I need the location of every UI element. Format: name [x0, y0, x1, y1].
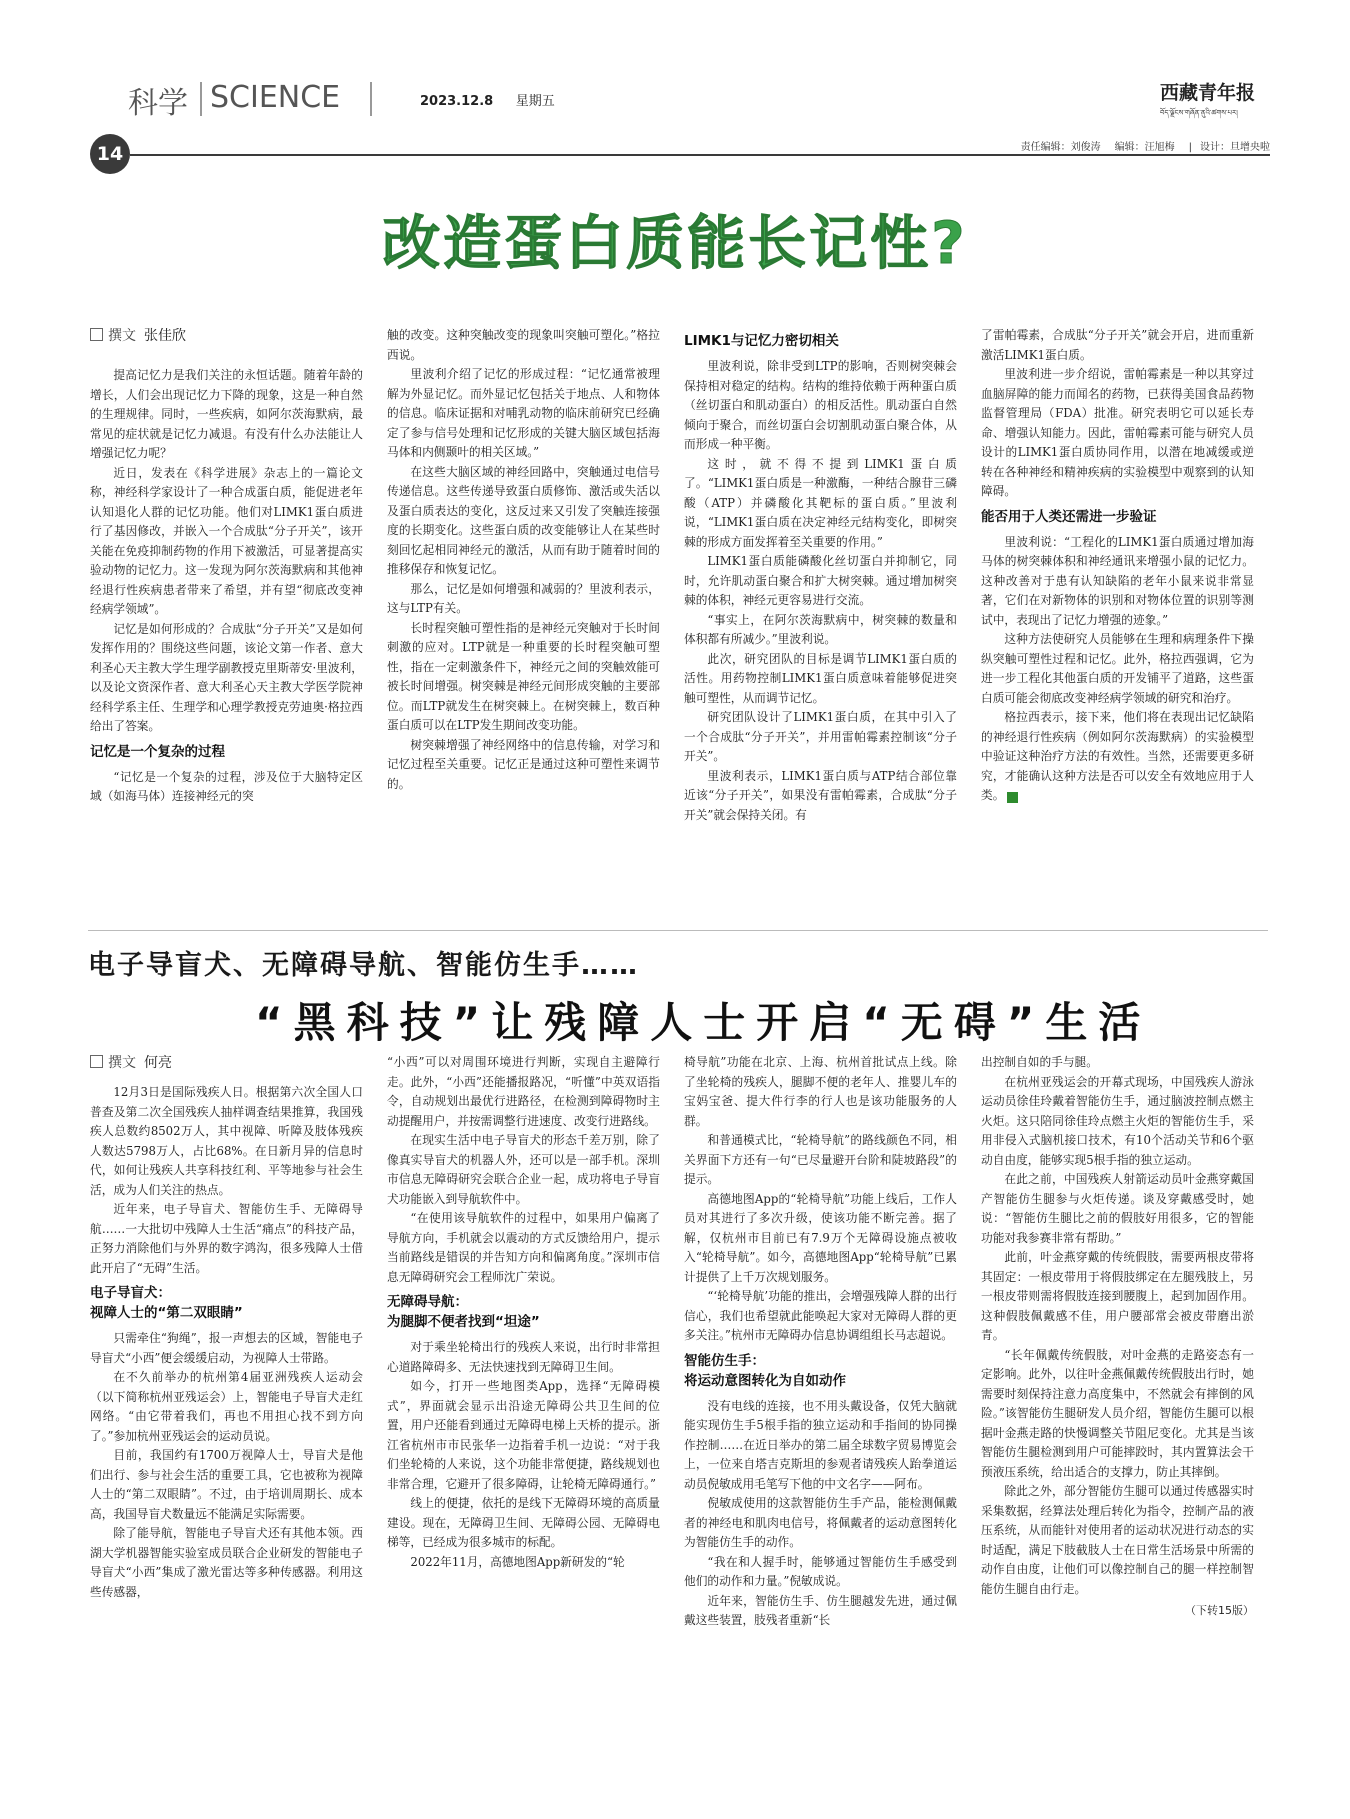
paragraph: 目前，我国约有1700万视障人士，导盲犬是他们出行、参与社会生活的重要工具，它也被称为视障人士的“第二双眼睛”。不过，由于培训周期长、成本高，我国导盲犬数量远不能满足实际需要。 [90, 1448, 363, 1521]
subheading [684, 1351, 957, 1391]
paragraph: “记忆是一个复杂的过程，涉及位于大脑特定区域（如海马体）连接神经元的突 [90, 769, 363, 803]
paragraph: 此次，研究团队的目标是调节LIMK1蛋白质的活性。用药物控制LIMK1蛋白质意味着能够促进突触可塑性，从而调节记忆。 [684, 651, 957, 705]
article2-column-2 [387, 1053, 660, 1798]
paragraph: 除此之外，部分智能仿生腿可以通过传感器实时采集数据，经算法处理后转化为指令，控制产品的液压系统，从而能针对使用者的运动状况进行动态的实时适配，满足下肢截肢人士在日常生活场景中所需的动作自由度，让他们可以像控制自己的腿一样控制智能仿生腿自由行走。 [981, 1484, 1254, 1596]
subheading: 记忆是一个复杂的过程 [90, 743, 225, 760]
paragraph: 近日，发表在《科学进展》杂志上的一篇论文称，神经科学家设计了一种合成蛋白质，能促进老年认知退化人群的记忆功能。他们对LIMK1蛋白质进行了基因修改，并嵌入一个合成肽“分子开关”，该开关能在免疫抑制药物的作用下被激活，可显著提高实验动物的记忆力。这一发现为阿尔茨海默病和其他神经退行性疾病患者带来了希望，并有望“彻底改变神经病学领域”。 [90, 465, 363, 616]
section-name-cn: 科学 [128, 86, 188, 121]
paragraph: 里波利进一步介绍说，雷帕霉素是一种以其穿过血脑屏障的能力而闻名的药物，已获得美国食品药物监督管理局（FDA）批准。研究表明它可以延长寿命、增强认知能力。因此，雷帕霉素可能与研究人员设计的LIMK1蛋白质协同作用，以潜在地减缓或逆转在各种神经和精神疾病的实验模型中观察到的认知障碍。 [981, 367, 1254, 498]
section-name-en: SCIENCE [210, 80, 341, 115]
paragraph: 倪敏成使用的这款智能仿生手产品，能检测佩戴者的神经电和肌肉电信号，将佩戴者的运动意图转化为智能仿生手的动作。 [684, 1496, 957, 1549]
paragraph: 对于乘坐轮椅出行的残疾人来说，出行时非常担心道路障碍多、无法快速找到无障碍卫生间。 [387, 1340, 660, 1374]
paragraph: 这时，就不得不提到LIMK1蛋白质了。“LIMK1蛋白质是一种激酶，一种结合腺苷三磷酸（ATP）并磷酸化其靶标的蛋白质。”里波利说，“LIMK1蛋白质在决定神经元结构变化，即树突棘的形成方面发挥着至关重要的作用。” [684, 456, 957, 549]
article2-col3-text [684, 1053, 957, 1631]
subheading-line: 电子导盲犬： [90, 1285, 171, 1301]
paragraph: 12月3日是国际残疾人日。根据第六次全国人口普查及第二次全国残疾人抽样调查结果推算，我国残疾人总数约8502万人，其中视障、听障及肢体残疾人数达5798万人，占比68%。在日新月异的信息时代，如何让残疾人共享科技红利、平等地参与社会生活，成为人们关注的热点。 [90, 1085, 363, 1197]
paragraph: 提高记忆力是我们关注的永恒话题。随着年龄的增长，人们会出现记忆力下降的现象，这是一种自然的生理规律。同时，一些疾病，如阿尔茨海默病，最常见的症状就是记忆力减退。有没有什么办法能让人增强记忆力呢？ [90, 368, 363, 460]
paragraph: 在现实生活中电子导盲犬的形态千差万别，除了像真实导盲犬的机器人外，还可以是一部手机。深圳市信息无障碍研究会联合企业一起，成功将电子导盲犬功能嵌入到导航软件中。 [387, 1133, 660, 1206]
paragraph: 线上的便捷，依托的是线下无障碍环境的高质量建设。现在，无障碍卫生间、无障碍公园、无障碍电梯等，已经成为很多城市的标配。 [387, 1496, 660, 1549]
section-header [0, 70, 1350, 165]
paragraph: 里波利说：“工程化的LIMK1蛋白质通过增加海马体的树突棘体积和神经通讯来增强小鼠的记忆力。这种改善对于患有认知缺陷的老年小鼠来说非常显著，它们在对新物体的识别和对物体位置的识别等测试中，表现出了记忆力增强的迹象。” [981, 534, 1254, 627]
paragraph: “‘轮椅导航’功能的推出，会增强残障人群的出行信心，我们也希望就此能唤起大家对无障碍人群的更多关注。”杭州市无障碍办信息协调组组长马志超说。 [684, 1289, 957, 1342]
issue-date [420, 90, 555, 109]
paragraph: 此前，叶金燕穿戴的传统假肢，需要两根皮带将其固定：一根皮带用于将假肢绑定在左腿残肢上，另一根皮带则需将假肢连接到腰腹上，起到加固作用。这种假肢佩戴感不佳，用户腰部常会被皮带磨出淤青。 [981, 1250, 1254, 1342]
subheading-line: 无障碍导航： [387, 1294, 468, 1310]
paragraph: 和普通模式比，“轮椅导航”的路线颜色不同，相关界面下方还有一句“已尽量避开台阶和陡坡路段”的提示。 [684, 1133, 957, 1186]
date: 2023.12.8 [420, 94, 494, 109]
paragraph: 除了能导航，智能电子导盲犬还有其他本领。西湖大学机器智能实验室成员联合企业研发的智能电子导盲犬“小西”集成了激光雷达等多种传感器。利用这些传感器， [90, 1526, 363, 1599]
paragraph: 那么，记忆是如何增强和减弱的？里波利表示，这与LTP有关。 [387, 581, 660, 615]
paragraph: 里波利介绍了记忆的形成过程：“记忆通常被理解为外显记忆。而外显记忆包括关于地点、人和物体的信息。临床证据和对哺乳动物的临床前研究已经确定了参与信号处理和记忆形成的关键大脑区域包括海马体和内侧颞叶的相关区域。” [387, 367, 660, 459]
article1-column-1 [90, 326, 363, 926]
header-rule [130, 154, 1270, 156]
paragraph: 触的改变。这种突触改变的现象叫突触可塑化。”格拉西说。 [387, 328, 660, 362]
subheading-line: 视障人士的“第二双眼睛” [90, 1305, 243, 1321]
article2-kicker: 电子导盲犬、无障碍导航、智能仿生手…… [88, 950, 639, 981]
pen-icon [90, 328, 103, 341]
article2-col4-text [981, 1053, 1254, 1599]
paragraph: 在此之前，中国残疾人射箭运动员叶金燕穿戴国产智能仿生腿参与火炬传递。谈及穿戴感受时，她说：“智能仿生腿比之前的假肢好用很多，它的智能功能对我参赛非常有帮助。” [981, 1172, 1254, 1245]
paragraph: 里波利表示，LIMK1蛋白质与ATP结合部位靠近该“分子开关”，如果没有雷帕霉素，合成肽“分子开关”就会保持关闭。有 [684, 768, 957, 822]
paragraph: 如今，打开一些地图类App，选择“无障碍模式”，界面就会显示出沿途无障碍公共卫生间的位置，用户还能看到通过无障碍电梯上天桥的提示。浙江省杭州市市民张华一边指着手机一边说：“对于我们坐轮椅的人来说，这个功能非常便捷，路线规划也非常合理，它避开了很多障碍，让轮椅无障碍通行。” [387, 1379, 660, 1491]
paragraph: “长年佩戴传统假肢，对叶金燕的走路姿态有一定影响。此外，以往叶金燕佩戴传统假肢出行时，她需要时刻保持注意力高度集中，不然就会有摔倒的风险。”该智能仿生腿研发人员介绍，智能仿生腿可以根据叶金燕走路的快慢调整关节阻尼变化。尤其是当该智能仿生腿检测到用户可能摔跤时，其内置算法会干预液压系统，给出适合的支撑力，防止其摔倒。 [981, 1347, 1254, 1479]
subheading-line: 将运动意图转化为自如动作 [684, 1372, 846, 1389]
paragraph: 没有电线的连接，也不用头戴设备，仅凭大脑就能实现仿生手5根手指的独立运动和手指间的协同操作控制……在近日举办的第二届全球数字贸易博览会上，一位来自塔吉克斯坦的参观者请残疾人跆拳道运动员倪敏成用毛笔写下他的中文名字——阿布。 [684, 1398, 957, 1491]
article2-col2-text [387, 1053, 660, 1572]
article2-column-1 [90, 1053, 363, 1798]
article1-byline: 撰文 张佳欣 [90, 326, 363, 346]
paragraph: 只需牵住“狗绳”，报一声想去的区域，智能电子导盲犬“小西”便会缓缓启动，为视障人士带路。 [90, 1331, 363, 1365]
editor-credits: 责任编辑：刘俊涛 编辑：汪旭梅 | 设计：旦增央啦 [1020, 142, 1270, 153]
paragraph: 近年来，智能仿生手、仿生腿越发先进，通过佩戴这些装置，肢残者重新“长 [684, 1593, 957, 1627]
paragraph: 研究团队设计了LIMK1蛋白质，在其中引入了一个合成肽“分子开关”，并用雷帕霉素控制该“分子开关”。 [684, 710, 957, 763]
article2-column-3 [684, 1053, 957, 1798]
article1-column-2 [387, 326, 660, 926]
article1-col1-text [90, 366, 363, 807]
section-divider [200, 82, 202, 116]
paragraph: 树突棘增强了神经网络中的信息传输，对学习和记忆过程至关重要。记忆正是通过这种可塑性来调节的。 [387, 737, 660, 791]
paragraph: “在使用该导航软件的过程中，如果用户偏离了导航方向，手机就会以震动的方式反馈给用户，提示当前路线是错误的并告知方向和偏离角度。”深圳市信息无障碍研究会工程师沈广荣说。 [387, 1211, 660, 1284]
paragraph: LIMK1蛋白质能磷酸化丝切蛋白并抑制它，同时，允许肌动蛋白聚合和扩大树突棘。通过增加树突棘的体积，神经元更容易进行交流。 [684, 554, 957, 607]
page-number-badge: 14 [90, 134, 130, 174]
section-divider-right [370, 82, 372, 116]
paragraph: “我在和人握手时，能够通过智能仿生手感受到他们的动作和力量。”倪敏成说。 [684, 1554, 957, 1588]
article1-col2-text [387, 326, 660, 794]
subheading: 能否用于人类还需进一步验证 [981, 508, 1157, 525]
paragraph: 近年来，电子导盲犬、智能仿生手、无障碍导航……一大批切中残障人士生活“痛点”的科技产品，正努力消除他们与外界的数字鸿沟，很多残障人士借此开启了“无碍”生活。 [90, 1202, 363, 1275]
article1-column-4 [981, 326, 1254, 926]
article1-column-3 [684, 326, 957, 926]
paragraph: 在这些大脑区域的神经回路中，突触通过电信号传递信息。这些传递导致蛋白质修饰、激活或失活以及蛋白质表达的变化，这反过来又引发了突触连接强度的长期变化。这些蛋白质的改变能够让人在某些时刻回忆起相同神经元的激活，从而有助于随着时间的推移保存和恢复记忆。 [387, 464, 660, 576]
continued-note: （下转15版） [1185, 1604, 1254, 1617]
paragraph: 椅导航”功能在北京、上海、杭州首批试点上线。除了坐轮椅的残疾人，腿脚不便的老年人、推婴儿车的宝妈宝爸、提大件行李的行人也是该功能服务的人群。 [684, 1055, 957, 1128]
paragraph: 高德地图App的“轮椅导航”功能上线后，工作人员对其进行了多次升级，使该功能不断完善。据了解，仅杭州市目前已有7.9万个无障碍设施点被收入“轮椅导航”。如今，高德地图App“轮椅导航”已累计提供了上千万次规划服务。 [684, 1191, 957, 1284]
article1-col3-text [684, 331, 957, 825]
paragraph: 2022年11月，高德地图App新研发的“轮 [410, 1554, 625, 1569]
subheading-line: 为腿脚不便者找到“坦途” [387, 1314, 540, 1330]
paragraph: 在杭州亚残运会的开幕式现场，中国残疾人游泳运动员徐佳玲戴着智能仿生手，通过脑波控制点燃主火炬。这只陪同徐佳玲点燃主火炬的智能仿生手，采用非侵入式脑机接口技术，有10个活动关节和6个驱动自由度，能够实现5根手指的独立运动。 [981, 1074, 1254, 1167]
paragraph: 记忆是如何形成的？合成肽“分子开关”又是如何发挥作用的？围绕这些问题，该论文第一作者、意大利圣心天主教大学生理学副教授克里斯蒂安·里波利，以及论文资深作者、意大利圣心天主教大学医学院神经科学系主任、生理学和心理学教授克劳迪奥·格拉西给出了答案。 [90, 621, 363, 733]
paragraph: 在不久前举办的杭州第4届亚洲残疾人运动会（以下简称杭州亚残运会）上，智能电子导盲犬走红网络。“由它带着我们，再也不用担心找不到方向了。”参加杭州亚残运会的运动员说。 [90, 1370, 363, 1443]
article1-col4-text [981, 326, 1254, 806]
subheading: LIMK1与记忆力密切相关 [684, 333, 839, 349]
paragraph: “事实上，在阿尔茨海默病中，树突棘的数量和体积都有所减少。”里波利说。 [684, 612, 957, 646]
article2-column-4 [981, 1053, 1254, 1798]
article1-title: 改造蛋白质能长记性? [382, 209, 968, 277]
article2-col1-text [90, 1083, 363, 1602]
paragraph: 这种方法使研究人员能够在生理和病理条件下操纵突触可塑性过程和记忆。此外，格拉西强调，它为进一步工程化其他蛋白质的开发铺平了道路，这些蛋白质可能会彻底改变神经病学领域的研究和治疗。 [981, 632, 1254, 705]
article-separator [88, 930, 1268, 931]
article2-title: “黑科技”让残障人士开启“无碍”生活 [255, 998, 1152, 1047]
paragraph: 出控制自如的手与腿。 [981, 1055, 1098, 1069]
paragraph: 长时程突触可塑性指的是神经元突触对于长时间刺激的应对。LTP就是一种重要的长时程突触可塑性，指在一定刺激条件下，神经元之间的突触效能可被长时间增强。树突棘是神经元间形成突触的主要部位。而LTP就发生在树突棘上。在树突棘上，数百种蛋白质可以在LTP发生期间改变功能。 [387, 620, 660, 732]
subheading [90, 1283, 363, 1323]
paragraph: 里波利说，除非受到LTP的影响，否则树突棘会保持相对稳定的结构。结构的维持依赖于两种蛋白质（丝切蛋白和肌动蛋白）的相反活性。肌动蛋白自然倾向于聚合，而丝切蛋白会切割肌动蛋白聚合体，从而形成一种平衡。 [684, 359, 957, 451]
paper-logo-tibetan: བོད་ལྗོངས་གཞོན་ནུའི་ཚགས་པར། [1160, 109, 1238, 117]
article-end-icon: 书 [1007, 792, 1018, 803]
paragraph: 格拉西表示，接下来，他们将在表现出记忆缺陷的神经退行性疾病（例如阿尔茨海默病）的实验模型中验证这种治疗方法的有效性。当然，还需要更多研究，才能确认这种方法是否可以安全有效地应用于人类。 书 [981, 710, 1254, 802]
weekday: 星期五 [515, 94, 555, 109]
subheading [387, 1292, 660, 1332]
paragraph: 了雷帕霉素，合成肽“分子开关”就会开启，进而重新激活LIMK1蛋白质。 [981, 328, 1254, 362]
pen-icon [90, 1055, 103, 1068]
paragraph: “小西”可以对周围环境进行判断，实现自主避障行走。此外，“小西”还能播报路况，“听懂”中英双语指令，自动规划出最优行进路径，在检测到障碍物时主动提醒用户，并按需调整行进速度、改变行进路线。 [387, 1055, 660, 1128]
paper-logo: 西藏青年报 [1160, 82, 1256, 104]
subheading-line: 智能仿生手： [684, 1352, 765, 1369]
article2-byline: 撰文 何亮 [90, 1053, 363, 1073]
